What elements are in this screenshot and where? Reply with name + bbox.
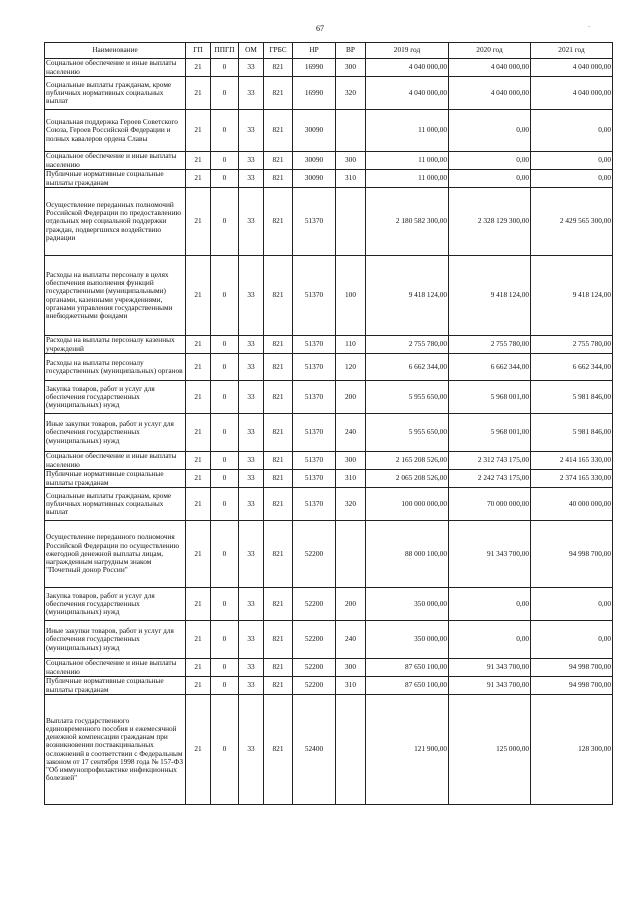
- cell-gp: 21: [186, 414, 211, 452]
- cell-2021: 2 374 165 330,00: [531, 470, 613, 488]
- header-2019: 2019 год: [366, 43, 449, 59]
- cell-2020: 4 040 000,00: [449, 59, 531, 77]
- cell-grbs: 821: [264, 256, 293, 336]
- cell-om: 33: [239, 381, 264, 414]
- cell-ppgp: 0: [211, 588, 239, 621]
- table-row: [45, 77, 613, 110]
- cell-gp: 21: [186, 152, 211, 170]
- cell-om: 33: [239, 695, 264, 805]
- cell-ppgp: 0: [211, 77, 239, 110]
- header-2020: 2020 год: [449, 43, 531, 59]
- cell-2020: 9 418 124,00: [449, 256, 531, 336]
- cell-ppgp: 0: [211, 170, 239, 188]
- cell-ppgp: 0: [211, 659, 239, 677]
- cell-2020: 91 343 700,00: [449, 659, 531, 677]
- budget-table: [44, 42, 613, 805]
- cell-np: 52200: [293, 521, 336, 588]
- table-row: [45, 256, 613, 336]
- cell-ppgp: 0: [211, 256, 239, 336]
- cell-om: 33: [239, 659, 264, 677]
- cell-2020: 6 662 344,00: [449, 354, 531, 381]
- cell-2020: 0,00: [449, 152, 531, 170]
- cell-grbs: 821: [264, 470, 293, 488]
- cell-grbs: 821: [264, 695, 293, 805]
- cell-grbs: 821: [264, 59, 293, 77]
- cell-gp: 21: [186, 470, 211, 488]
- cell-om: 33: [239, 59, 264, 77]
- header-name: Наименование: [45, 43, 186, 59]
- header-2021: 2021 год: [531, 43, 613, 59]
- cell-gp: 21: [186, 695, 211, 805]
- cell-ppgp: 0: [211, 381, 239, 414]
- cell-2020: 2 755 780,00: [449, 336, 531, 354]
- cell-ppgp: 0: [211, 677, 239, 695]
- cell-name: Социальные выплаты гражданам, кроме публичных нормативных социальных выплат: [45, 488, 186, 521]
- cell-ppgp: 0: [211, 621, 239, 659]
- cell-2019: 5 955 650,00: [366, 381, 449, 414]
- cell-ppgp: 0: [211, 488, 239, 521]
- cell-np: 52200: [293, 677, 336, 695]
- cell-2020: 125 000,00: [449, 695, 531, 805]
- cell-vr: 240: [336, 414, 366, 452]
- cell-2019: 11 000,00: [366, 110, 449, 152]
- cell-gp: 21: [186, 188, 211, 256]
- cell-np: 51370: [293, 188, 336, 256]
- cell-grbs: 821: [264, 677, 293, 695]
- cell-gp: 21: [186, 77, 211, 110]
- cell-ppgp: 0: [211, 336, 239, 354]
- cell-ppgp: 0: [211, 110, 239, 152]
- cell-grbs: 821: [264, 152, 293, 170]
- cell-np: 51370: [293, 414, 336, 452]
- cell-vr: 310: [336, 470, 366, 488]
- cell-np: 51370: [293, 256, 336, 336]
- cell-vr: 310: [336, 170, 366, 188]
- cell-gp: 21: [186, 59, 211, 77]
- cell-2019: 2 165 208 526,00: [366, 452, 449, 470]
- cell-grbs: 821: [264, 621, 293, 659]
- cell-vr: [336, 521, 366, 588]
- cell-om: 33: [239, 621, 264, 659]
- cell-gp: 21: [186, 659, 211, 677]
- cell-2019: 2 180 582 300,00: [366, 188, 449, 256]
- cell-2020: 2 242 743 175,00: [449, 470, 531, 488]
- cell-ppgp: 0: [211, 452, 239, 470]
- cell-vr: [336, 695, 366, 805]
- cell-name: Публичные нормативные социальные выплаты гражданам: [45, 170, 186, 188]
- cell-gp: 21: [186, 588, 211, 621]
- cell-gp: 21: [186, 256, 211, 336]
- header-row: [45, 43, 613, 59]
- cell-2020: 91 343 700,00: [449, 521, 531, 588]
- cell-2021: 9 418 124,00: [531, 256, 613, 336]
- table-row: [45, 336, 613, 354]
- cell-name: Социальная поддержка Героев Советского Союза, Героев Российской Федерации и полных кавалеров ордена Славы: [45, 110, 186, 152]
- cell-grbs: 821: [264, 381, 293, 414]
- cell-om: 33: [239, 336, 264, 354]
- cell-grbs: 821: [264, 336, 293, 354]
- cell-grbs: 821: [264, 110, 293, 152]
- cell-name: Выплата государственного единовременного пособия и ежемесячной денежной компенсации гражданам при возникновении поствакцинальных осложнений в соответствии с Федеральным законом от 17 сентября 1998 года № 157-ФЗ "Об иммунопрофилактике инфекционных болезней": [45, 695, 186, 805]
- table-row: [45, 110, 613, 152]
- cell-gp: 21: [186, 488, 211, 521]
- cell-name: Иные закупки товаров, работ и услуг для обеспечения государственных (муниципальных) нужд: [45, 621, 186, 659]
- cell-vr: 300: [336, 452, 366, 470]
- cell-grbs: 821: [264, 488, 293, 521]
- cell-np: 51370: [293, 354, 336, 381]
- table-row: [45, 381, 613, 414]
- cell-np: 52200: [293, 588, 336, 621]
- cell-2019: 4 040 000,00: [366, 77, 449, 110]
- cell-2021: 6 662 344,00: [531, 354, 613, 381]
- cell-gp: 21: [186, 452, 211, 470]
- table-row: [45, 695, 613, 805]
- cell-vr: 320: [336, 488, 366, 521]
- cell-om: 33: [239, 521, 264, 588]
- cell-om: 33: [239, 152, 264, 170]
- cell-ppgp: 0: [211, 354, 239, 381]
- cell-gp: 21: [186, 336, 211, 354]
- cell-2021: 94 998 700,00: [531, 677, 613, 695]
- cell-2020: 2 312 743 175,00: [449, 452, 531, 470]
- cell-name: Публичные нормативные социальные выплаты гражданам: [45, 470, 186, 488]
- cell-2019: 2 065 208 526,00: [366, 470, 449, 488]
- cell-name: Публичные нормативные социальные выплаты гражданам: [45, 677, 186, 695]
- cell-2020: 0,00: [449, 110, 531, 152]
- cell-2019: 5 955 650,00: [366, 414, 449, 452]
- cell-grbs: 821: [264, 588, 293, 621]
- cell-gp: 21: [186, 677, 211, 695]
- cell-2019: 4 040 000,00: [366, 59, 449, 77]
- cell-2021: 4 040 000,00: [531, 59, 613, 77]
- cell-name: Социальное обеспечение и иные выплаты населению: [45, 59, 186, 77]
- table-row: [45, 621, 613, 659]
- table-row: [45, 470, 613, 488]
- table-row: [45, 588, 613, 621]
- cell-om: 33: [239, 256, 264, 336]
- cell-np: 30090: [293, 170, 336, 188]
- header-grbs: ГРБС: [264, 43, 293, 59]
- page-number: 67: [316, 24, 324, 33]
- cell-np: 51370: [293, 470, 336, 488]
- table-row: [45, 59, 613, 77]
- cell-2020: 5 968 001,00: [449, 414, 531, 452]
- table-row: [45, 488, 613, 521]
- cell-name: Осуществление переданных полномочий Российской Федерации по предоставлению отдельных мер социальной поддержки граждан, подвергшихся воздействию радиации: [45, 188, 186, 256]
- cell-name: Социальное обеспечение и иные выплаты населению: [45, 152, 186, 170]
- cell-np: 52200: [293, 621, 336, 659]
- cell-name: Закупка товаров, работ и услуг для обеспечения государственных (муниципальных) нужд: [45, 381, 186, 414]
- cell-vr: 310: [336, 677, 366, 695]
- cell-ppgp: 0: [211, 521, 239, 588]
- table-row: [45, 152, 613, 170]
- cell-om: 33: [239, 170, 264, 188]
- header-ppgp: ППГП: [211, 43, 239, 59]
- cell-grbs: 821: [264, 521, 293, 588]
- cell-name: Социальные выплаты гражданам, кроме публичных нормативных социальных выплат: [45, 77, 186, 110]
- cell-2020: 5 968 001,00: [449, 381, 531, 414]
- cell-np: 52200: [293, 659, 336, 677]
- cell-ppgp: 0: [211, 188, 239, 256]
- cell-gp: 21: [186, 354, 211, 381]
- cell-ppgp: 0: [211, 414, 239, 452]
- cell-name: Иные закупки товаров, работ и услуг для обеспечения государственных (муниципальных) нужд: [45, 414, 186, 452]
- corner-mark: -: [588, 24, 590, 30]
- cell-om: 33: [239, 488, 264, 521]
- table-row: [45, 452, 613, 470]
- cell-np: 52400: [293, 695, 336, 805]
- cell-name: Расходы на выплаты персоналу казенных учреждений: [45, 336, 186, 354]
- cell-om: 33: [239, 354, 264, 381]
- table-row: [45, 414, 613, 452]
- table-row: [45, 354, 613, 381]
- cell-2021: 5 981 846,00: [531, 414, 613, 452]
- cell-gp: 21: [186, 621, 211, 659]
- cell-2021: 40 000 000,00: [531, 488, 613, 521]
- cell-2019: 350 000,00: [366, 621, 449, 659]
- cell-2021: 2 429 565 300,00: [531, 188, 613, 256]
- cell-2021: 94 998 700,00: [531, 659, 613, 677]
- cell-om: 33: [239, 470, 264, 488]
- cell-vr: 200: [336, 381, 366, 414]
- table-row: [45, 521, 613, 588]
- cell-name: Социальное обеспечение и иные выплаты населению: [45, 659, 186, 677]
- cell-2020: 0,00: [449, 621, 531, 659]
- cell-2019: 87 650 100,00: [366, 659, 449, 677]
- cell-vr: 110: [336, 336, 366, 354]
- cell-2021: 0,00: [531, 110, 613, 152]
- cell-gp: 21: [186, 170, 211, 188]
- cell-np: 16990: [293, 77, 336, 110]
- cell-np: 51370: [293, 452, 336, 470]
- cell-vr: 320: [336, 77, 366, 110]
- cell-ppgp: 0: [211, 152, 239, 170]
- header-om: ОМ: [239, 43, 264, 59]
- cell-2019: 350 000,00: [366, 588, 449, 621]
- cell-om: 33: [239, 77, 264, 110]
- cell-2021: 0,00: [531, 152, 613, 170]
- cell-2019: 9 418 124,00: [366, 256, 449, 336]
- header-np: НР: [293, 43, 336, 59]
- cell-name: Расходы на выплаты персоналу в целях обеспечения выполнения функций государственными (муниципальными) органами, казенными учреждениями, органами управления государственными внебюджетными фондами: [45, 256, 186, 336]
- cell-2021: 4 040 000,00: [531, 77, 613, 110]
- cell-2020: 4 040 000,00: [449, 77, 531, 110]
- cell-name: Расходы на выплаты персоналу государственных (муниципальных) органов: [45, 354, 186, 381]
- cell-2021: 0,00: [531, 621, 613, 659]
- cell-2020: 0,00: [449, 170, 531, 188]
- cell-2021: 2 755 780,00: [531, 336, 613, 354]
- cell-om: 33: [239, 110, 264, 152]
- cell-2019: 88 000 100,00: [366, 521, 449, 588]
- table-row: [45, 170, 613, 188]
- cell-ppgp: 0: [211, 470, 239, 488]
- header-gp: ГП: [186, 43, 211, 59]
- cell-2021: 0,00: [531, 170, 613, 188]
- cell-om: 33: [239, 588, 264, 621]
- cell-gp: 21: [186, 381, 211, 414]
- cell-vr: [336, 110, 366, 152]
- cell-2020: 91 343 700,00: [449, 677, 531, 695]
- cell-om: 33: [239, 188, 264, 256]
- cell-name: Социальное обеспечение и иные выплаты населению: [45, 452, 186, 470]
- cell-name: Осуществление переданного полномочия Российской Федерации по осуществлению ежегодной денежной выплаты лицам, награжденным нагрудным знаком "Почетный донор России": [45, 521, 186, 588]
- cell-grbs: 821: [264, 77, 293, 110]
- cell-2019: 11 000,00: [366, 152, 449, 170]
- cell-2020: 2 328 129 300,00: [449, 188, 531, 256]
- table-row: [45, 188, 613, 256]
- cell-vr: 300: [336, 152, 366, 170]
- cell-2021: 2 414 165 330,00: [531, 452, 613, 470]
- cell-grbs: 821: [264, 188, 293, 256]
- cell-2019: 2 755 780,00: [366, 336, 449, 354]
- cell-2019: 100 000 000,00: [366, 488, 449, 521]
- cell-om: 33: [239, 677, 264, 695]
- cell-grbs: 821: [264, 414, 293, 452]
- cell-vr: 300: [336, 59, 366, 77]
- cell-gp: 21: [186, 521, 211, 588]
- cell-vr: 300: [336, 659, 366, 677]
- table-row: [45, 659, 613, 677]
- cell-2021: 0,00: [531, 588, 613, 621]
- cell-grbs: 821: [264, 659, 293, 677]
- cell-2020: 70 000 000,00: [449, 488, 531, 521]
- cell-np: 51370: [293, 488, 336, 521]
- cell-vr: 200: [336, 588, 366, 621]
- cell-2021: 128 300,00: [531, 695, 613, 805]
- cell-om: 33: [239, 452, 264, 470]
- cell-vr: 240: [336, 621, 366, 659]
- cell-np: 16990: [293, 59, 336, 77]
- cell-grbs: 821: [264, 354, 293, 381]
- table-row: [45, 677, 613, 695]
- cell-om: 33: [239, 414, 264, 452]
- cell-grbs: 821: [264, 170, 293, 188]
- cell-np: 30090: [293, 110, 336, 152]
- cell-vr: 120: [336, 354, 366, 381]
- cell-ppgp: 0: [211, 695, 239, 805]
- cell-vr: [336, 188, 366, 256]
- cell-2021: 94 998 700,00: [531, 521, 613, 588]
- header-vr: ВР: [336, 43, 366, 59]
- cell-vr: 100: [336, 256, 366, 336]
- cell-2019: 87 650 100,00: [366, 677, 449, 695]
- cell-2020: 0,00: [449, 588, 531, 621]
- cell-2019: 11 000,00: [366, 170, 449, 188]
- cell-2021: 5 981 846,00: [531, 381, 613, 414]
- cell-2019: 6 662 344,00: [366, 354, 449, 381]
- cell-np: 30090: [293, 152, 336, 170]
- cell-np: 51370: [293, 336, 336, 354]
- cell-grbs: 821: [264, 452, 293, 470]
- cell-ppgp: 0: [211, 59, 239, 77]
- cell-gp: 21: [186, 110, 211, 152]
- cell-np: 51370: [293, 381, 336, 414]
- cell-name: Закупка товаров, работ и услуг для обеспечения государственных (муниципальных) нужд: [45, 588, 186, 621]
- cell-2019: 121 900,00: [366, 695, 449, 805]
